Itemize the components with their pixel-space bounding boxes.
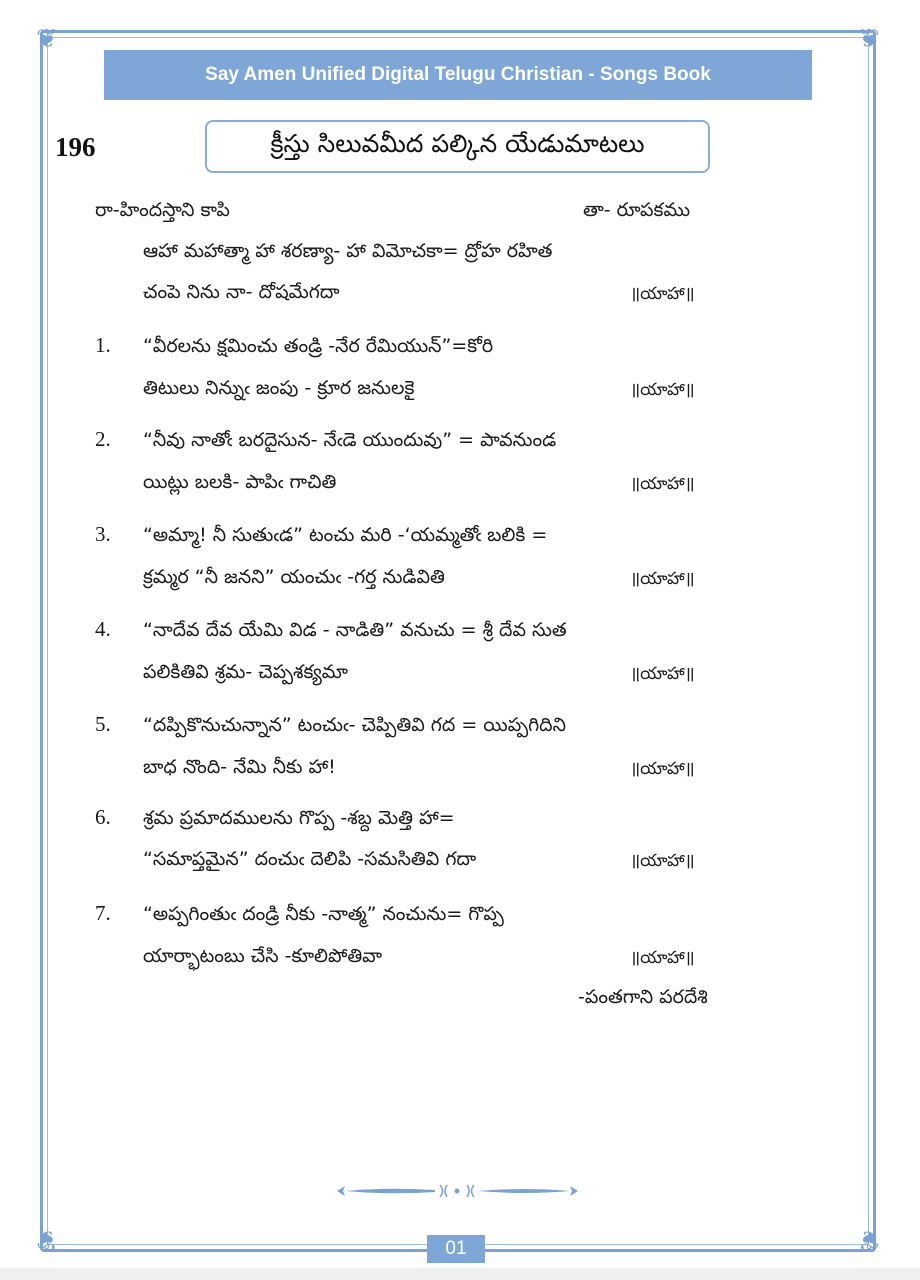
stanza-line: పలికితివి శ్రమ- చెప్పశక్యమా <box>143 661 348 683</box>
pallavi-line: ఆహా మహాత్మా హా శరణ్యా- హా విమోచకా= ద్రోహ రహిత <box>143 240 553 262</box>
stanza-number: 7. <box>95 901 111 925</box>
stanza-line: “అమ్మా! నీ సుతుఁడ” టంచు మరి -‘యమ్మతోఁ బలికి = <box>143 524 548 546</box>
raga-label: రా-హిందస్తాని కాపి <box>95 199 230 221</box>
refrain-marker: ॥యాహా॥ <box>630 284 695 304</box>
stanza-number: 2. <box>95 427 111 451</box>
page-number: 01 <box>427 1235 485 1263</box>
stanza-line: “అప్పగింతుఁ దండ్రి నీకు -నాత్మ” నంచును= గొప్ప <box>143 903 504 925</box>
stanza-line: శ్రమ ప్రమాదములను గొప్ప -శబ్ద మెత్తి హా= <box>143 807 455 829</box>
song-title <box>205 120 710 173</box>
refrain-marker: ॥యాహా॥ <box>630 948 695 968</box>
refrain-marker: ॥యాహా॥ <box>630 664 695 684</box>
stanza-line: యిట్లు బలకి- పాపిఁ గాచితి <box>143 471 337 493</box>
stanza-line: “వీరలను క్షమించు తండ్రి -నేర రేమియున్”=కోరి <box>143 335 494 357</box>
stanza-number: 1. <box>95 333 111 357</box>
page-edge <box>0 1268 920 1280</box>
author-credit: -పంతగాని పరదేశి <box>578 986 708 1008</box>
tala-label: తా- రూపకము <box>583 199 691 221</box>
stanza-line: తిటులు నిన్నుఁ జంపు - క్రూర జనులకై <box>143 377 415 399</box>
stanza-line: “సమాప్తమైన” దంచుఁ దెలిపి -సమసితివి గదా <box>143 848 477 870</box>
refrain-marker: ॥యాహా॥ <box>630 851 695 871</box>
corner-ornament-icon: ❦ <box>858 24 880 54</box>
divider-ornament-icon <box>335 1182 580 1200</box>
stanza-number: 4. <box>95 617 111 641</box>
corner-ornament-icon: ❦ <box>36 24 58 54</box>
stanza-number: 5. <box>95 712 111 736</box>
stanza-line: “నాదేవ దేవ యేమి విడ - నాడితి” వనుచు = శ్రీ దేవ సుత <box>143 619 567 641</box>
stanza-line: క్రమ్మర “నీ జనని” యంచుఁ -గర్త నుడివితి <box>143 566 445 588</box>
song-number: 196 <box>55 132 96 162</box>
refrain-marker: ॥యాహా॥ <box>630 759 695 779</box>
stanza-number: 6. <box>95 805 111 829</box>
song-title-text: క్రీస్తు సిలువమీద పల్కిన యేడుమాటలు <box>270 128 645 158</box>
book-title-banner: Say Amen Unified Digital Telugu Christian - Songs Book <box>104 50 812 100</box>
refrain-marker: ॥యాహా॥ <box>630 380 695 400</box>
stanza-line: యార్భాటంబు చేసి -కూలిపోతివా <box>143 945 383 967</box>
stanza-line: “నీవు నాతోఁ బరదైసున- నేఁడె యుందువు” = పావనుండ <box>143 429 557 451</box>
stanza-number: 3. <box>95 522 111 546</box>
refrain-marker: ॥యాహా॥ <box>630 474 695 494</box>
pallavi-line: చంపె నిను నా- దోషమేగదా <box>143 281 340 303</box>
corner-ornament-icon: ❦ <box>36 1224 58 1254</box>
corner-ornament-icon: ❦ <box>858 1224 880 1254</box>
stanza-line: “దప్పికొనుచున్నాన” టంచుఁ- చెప్పితివి గద = యిప్పగిదిని <box>143 714 566 736</box>
refrain-marker: ॥యాహా॥ <box>630 569 695 589</box>
stanza-line: బాధ నొంది- నేమి నీకు హా! <box>143 756 336 778</box>
